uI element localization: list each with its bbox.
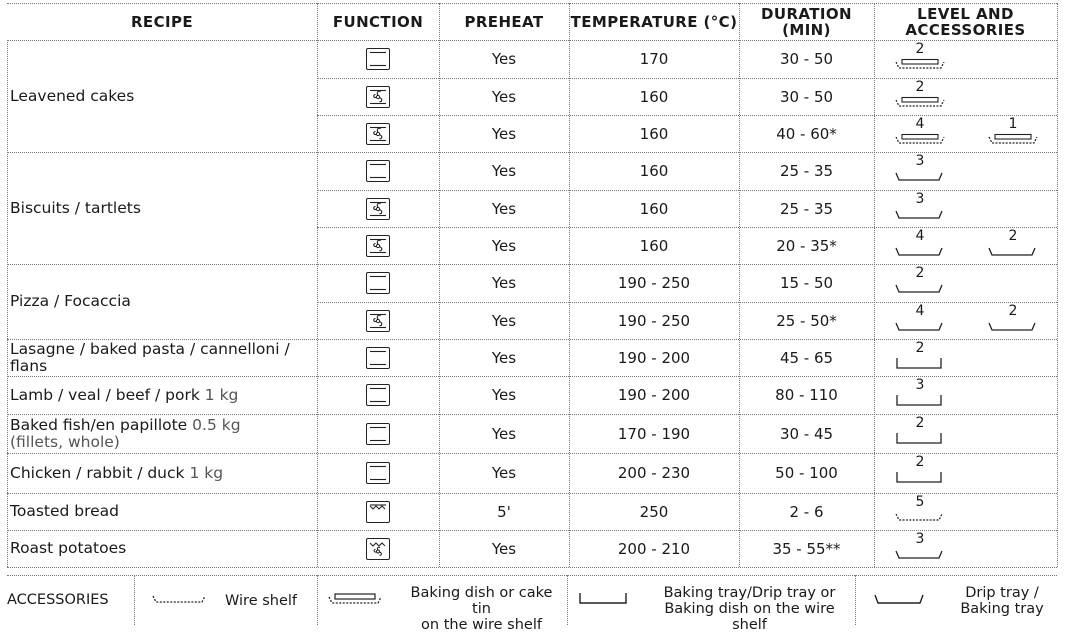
function-cell: [317, 339, 439, 376]
duration-cell: 30 - 50: [779, 87, 834, 106]
legend-divider: [134, 575, 135, 625]
duration-cell: 35 - 55**: [772, 539, 841, 558]
header-temperature: TEMPERATURE (°C): [570, 12, 738, 31]
preheat-cell: Yes: [491, 464, 517, 482]
recipe-cell: [7, 152, 317, 264]
duration-cell: 80 - 110: [775, 386, 838, 404]
recipe-text: [10, 540, 126, 557]
recipe-cell: [7, 530, 317, 567]
duration-cell: 25 - 50*: [776, 311, 837, 330]
level-number: 3: [915, 153, 925, 169]
recipe-line: [10, 88, 134, 105]
convection-fan-icon: [366, 198, 390, 220]
level-number: 2: [1008, 303, 1018, 319]
recipe-line: [10, 293, 131, 310]
recipe-name: Roast potatoes: [10, 539, 127, 557]
recipe-name: Lasagne / baked pasta / cannelloni / flans: [10, 339, 290, 375]
level-cell: [874, 152, 1057, 190]
preheat-cell: Yes: [491, 124, 517, 143]
baking-tray-icon: [894, 432, 946, 446]
recipe-text: [10, 341, 317, 375]
recipe-cell: [7, 453, 317, 493]
baking-tray-icon: [894, 471, 946, 485]
legend-title: ACCESSORIES: [7, 592, 109, 608]
level-number: 5: [915, 494, 925, 510]
recipe-name: Toasted bread: [10, 502, 120, 520]
header-level-accessories: [874, 3, 1057, 40]
header-duration: [739, 3, 874, 40]
recipe-weight: 0.5 kg: [192, 415, 241, 434]
static-oven-icon: [366, 48, 390, 70]
level-number: 2: [915, 340, 925, 356]
recipe-name: Biscuits / tartlets: [10, 198, 141, 217]
preheat-cell: Yes: [491, 424, 517, 443]
function-cell: [317, 227, 439, 264]
duration-cell: 30 - 45: [779, 424, 834, 443]
level-cell: [874, 493, 1057, 530]
recipe-line: [10, 417, 241, 434]
temperature-cell: 190 - 200: [617, 386, 691, 404]
legend-baking-dish-line1: Baking dish or cake tin: [410, 585, 553, 617]
column-divider: [1057, 3, 1058, 567]
recipe-note: (fillets, whole): [10, 432, 120, 451]
level-cell: [874, 414, 1057, 453]
static-oven-icon: [366, 347, 390, 369]
level-cell: [874, 190, 1057, 227]
temperature-cell: 200 - 230: [617, 464, 691, 482]
recipe-text: [10, 200, 141, 217]
baking-tray-icon: [577, 591, 629, 607]
preheat-cell: Yes: [491, 539, 517, 558]
recipe-name: Lamb / veal / beef / pork: [10, 385, 200, 404]
function-cell: [317, 115, 439, 152]
recipe-line: [10, 465, 223, 482]
recipe-cell: [7, 40, 317, 152]
duration-cell: 25 - 35: [779, 199, 834, 218]
level-cell: [874, 227, 1057, 264]
temperature-cell: 160: [639, 199, 669, 218]
static-oven-icon: [366, 272, 390, 294]
recipe-table: [7, 3, 1057, 568]
function-cell: [317, 302, 439, 339]
recipe-cell: [7, 414, 317, 453]
header-level-line2: ACCESSORIES: [905, 20, 1026, 39]
legend-baking-tray-line1: Baking tray/Drip tray or: [663, 585, 836, 601]
duration-cell: 40 - 60*: [776, 124, 837, 143]
recipe-weight: 1 kg: [189, 463, 224, 482]
temperature-cell: 170 - 190: [617, 424, 691, 443]
level-cell: [874, 339, 1057, 376]
duration-cell: 2 - 6: [789, 502, 824, 521]
recipe-name: Baked fish/en papillote: [10, 415, 188, 434]
header-recipe: RECIPE: [130, 12, 194, 31]
recipe-line: [10, 540, 126, 557]
legend-divider: [567, 575, 568, 625]
header-duration-line1: DURATION: [761, 4, 852, 23]
preheat-cell: 5': [497, 502, 511, 521]
convection-fan-icon: [366, 86, 390, 108]
temperature-cell: 200 - 210: [617, 539, 691, 558]
drip-tray-icon: [987, 245, 1039, 259]
level-cell: [874, 40, 1057, 78]
temperature-cell: 190 - 200: [617, 348, 691, 367]
legend-baking-tray: [647, 585, 852, 633]
row-rule: [7, 567, 1057, 568]
level-cell: [874, 78, 1057, 115]
level-number: 2: [1008, 228, 1018, 244]
temperature-cell: 160: [639, 87, 669, 106]
recipe-text: [10, 465, 223, 482]
recipe-name: Chicken / rabbit / duck: [10, 463, 185, 482]
header-duration-line2: (MIN): [782, 20, 831, 39]
baking-tray-icon: [894, 357, 946, 371]
wire-shelf-icon: [894, 511, 946, 525]
drip-tray-icon: [894, 245, 946, 259]
header-top-rule: [7, 3, 1057, 4]
level-number: 2: [915, 415, 925, 431]
preheat-cell: Yes: [491, 199, 517, 218]
temperature-cell: 160: [639, 124, 669, 143]
convection-fan-icon: [366, 235, 390, 257]
preheat-cell: Yes: [491, 87, 517, 106]
recipe-name: Leavened cakes: [10, 86, 135, 105]
level-number: 2: [915, 454, 925, 470]
duration-cell: 50 - 100: [775, 464, 838, 482]
function-cell: [317, 40, 439, 78]
temperature-cell: 190 - 250: [617, 311, 691, 330]
drip-tray-icon: [894, 170, 946, 184]
recipe-text: [10, 293, 131, 310]
legend-wire-shelf: Wire shelf: [225, 593, 298, 609]
level-cell: [874, 453, 1057, 493]
level-cell: [874, 302, 1057, 339]
drip-tray-icon: [987, 320, 1039, 334]
fan-grill-icon: [366, 538, 390, 560]
baking-dish-on-wire-shelf-icon: [327, 592, 383, 608]
header-function: FUNCTION: [332, 12, 424, 31]
function-cell: [317, 152, 439, 190]
recipe-cell: [7, 339, 317, 376]
drip-tray-icon: [894, 282, 946, 296]
level-cell: [874, 530, 1057, 567]
baking-tray-icon: [894, 394, 946, 408]
static-oven-icon: [366, 160, 390, 182]
preheat-cell: Yes: [491, 311, 517, 330]
preheat-cell: Yes: [491, 162, 517, 180]
preheat-cell: Yes: [491, 386, 517, 404]
legend-divider: [317, 575, 318, 625]
legend-drip-tray: [952, 585, 1052, 617]
preheat-cell: Yes: [491, 236, 517, 255]
level-cell: [874, 115, 1057, 152]
legend-drip-tray-line2: Baking tray: [960, 601, 1044, 617]
temperature-cell: 250: [639, 502, 669, 521]
function-cell: [317, 453, 439, 493]
legend-drip-tray-line1: Drip tray /: [965, 585, 1039, 601]
preheat-cell: Yes: [491, 348, 517, 367]
static-oven-icon: [366, 423, 390, 445]
function-cell: [317, 414, 439, 453]
recipe-text: [10, 387, 238, 404]
function-cell: [317, 190, 439, 227]
level-number: 3: [915, 531, 925, 547]
level-number: 3: [915, 191, 925, 207]
drip-tray-icon: [894, 548, 946, 562]
recipe-text: [10, 417, 241, 451]
drip-tray-icon: [873, 592, 925, 608]
level-number: 2: [915, 79, 925, 95]
recipe-cell: [7, 264, 317, 339]
recipe-line: [10, 503, 119, 520]
function-cell: [317, 493, 439, 530]
baking-dish-on-wire-shelf-icon: [894, 58, 946, 72]
duration-cell: 15 - 50: [779, 274, 834, 292]
level-number: 2: [915, 41, 925, 57]
legend-divider: [855, 575, 856, 625]
recipe-line: [10, 387, 238, 404]
level-cell: [874, 264, 1057, 302]
level-number: 2: [915, 265, 925, 281]
level-number: 4: [915, 303, 925, 319]
header-preheat: PREHEAT: [464, 12, 544, 31]
level-number: 4: [915, 228, 925, 244]
baking-dish-on-wire-shelf-icon: [894, 96, 946, 110]
convection-fan-icon: [366, 310, 390, 332]
temperature-cell: 170: [639, 50, 669, 68]
grill-icon: [366, 501, 390, 523]
baking-dish-on-wire-shelf-icon: [987, 133, 1039, 147]
level-number: 1: [1008, 116, 1018, 132]
duration-cell: 30 - 50: [779, 50, 834, 68]
legend-baking-dish: [399, 585, 564, 633]
wire-shelf-icon: [151, 593, 207, 607]
temperature-cell: 160: [639, 236, 669, 255]
function-cell: [317, 78, 439, 115]
recipe-text: [10, 88, 134, 105]
preheat-cell: Yes: [491, 50, 517, 68]
duration-cell: 20 - 35*: [776, 236, 837, 255]
legend-baking-dish-line2: on the wire shelf: [421, 617, 542, 633]
duration-cell: 45 - 65: [779, 348, 834, 367]
accessories-legend: [7, 575, 1057, 633]
legend-baking-tray-line2: Baking dish on the wire shelf: [664, 601, 835, 633]
static-oven-icon: [366, 384, 390, 406]
legend-top-rule: [7, 575, 1057, 576]
drip-tray-icon: [894, 320, 946, 334]
recipe-line: [10, 200, 141, 217]
recipe-weight: 1 kg: [204, 385, 239, 404]
duration-cell: 25 - 35: [779, 162, 834, 180]
level-cell: [874, 376, 1057, 414]
function-cell: [317, 530, 439, 567]
level-number: 4: [915, 116, 925, 132]
recipe-text: [10, 503, 119, 520]
drip-tray-icon: [894, 208, 946, 222]
recipe-cell: [7, 493, 317, 530]
temperature-cell: 160: [639, 162, 669, 180]
header-level-line1: LEVEL AND: [917, 4, 1014, 23]
convection-fan-icon: [366, 123, 390, 145]
recipe-line: [10, 341, 317, 375]
function-cell: [317, 264, 439, 302]
function-cell: [317, 376, 439, 414]
static-oven-icon: [366, 462, 390, 484]
preheat-cell: Yes: [491, 274, 517, 292]
temperature-cell: 190 - 250: [617, 274, 691, 292]
recipe-cell: [7, 376, 317, 414]
baking-dish-on-wire-shelf-icon: [894, 133, 946, 147]
recipe-name: Pizza / Focaccia: [10, 292, 131, 310]
level-number: 3: [915, 377, 925, 393]
